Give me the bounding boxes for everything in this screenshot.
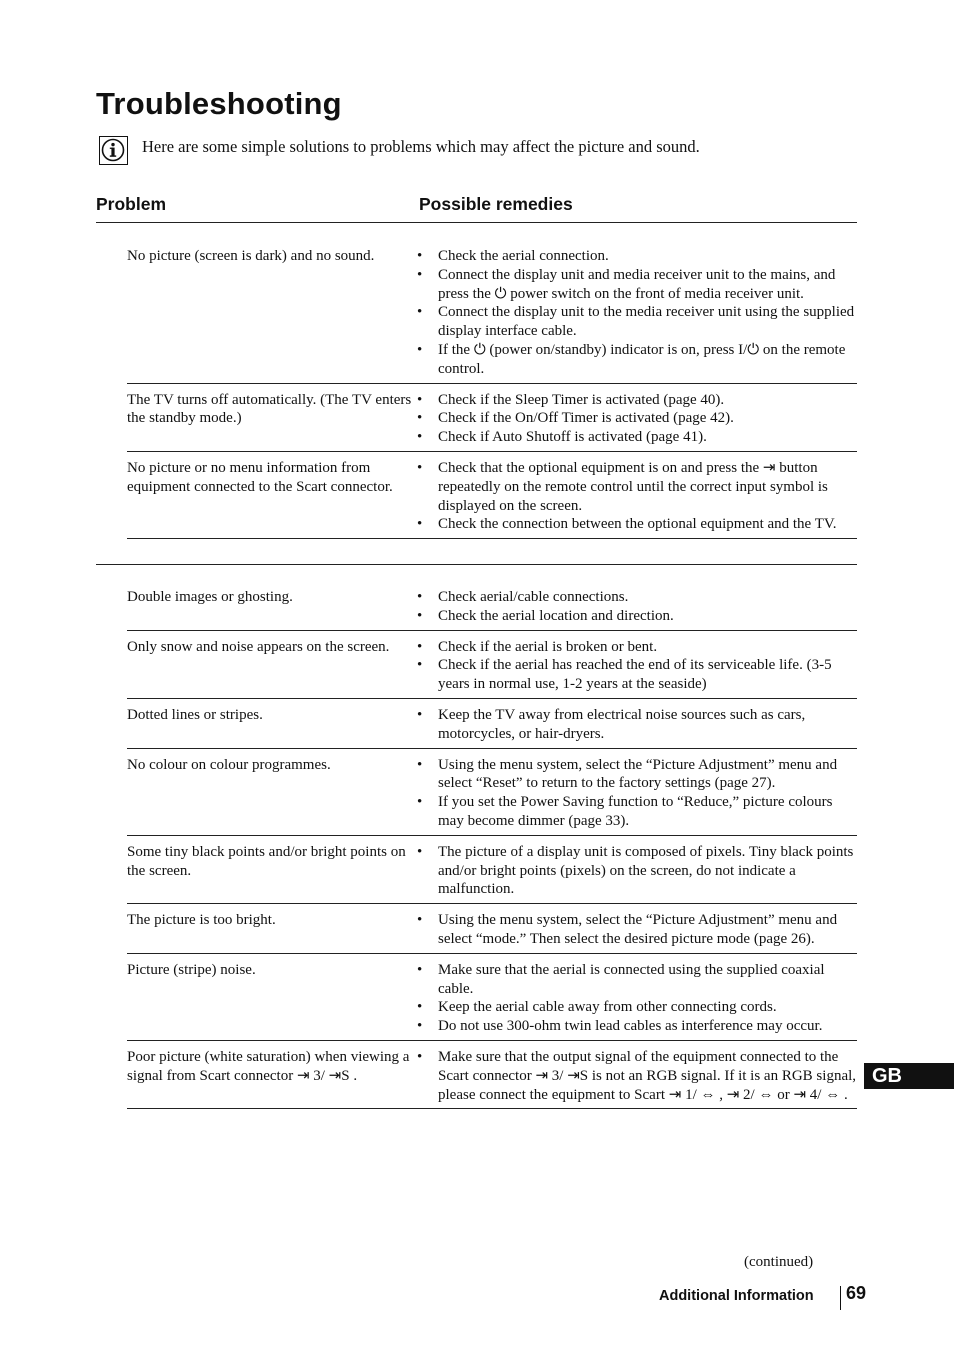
problem-text: No colour on colour programmes. [127,756,331,773]
header-rule [96,222,857,223]
remedy-list [417,756,857,831]
problem-row [127,383,857,447]
remedy-item: • Using the menu system, select the “Picture Adjustment” menu and select “mode.” Then select the desired picture mode (page 26). [417,911,857,949]
remedy-item: • Make sure that the aerial is connected using the supplied coaxial cable. [417,961,857,999]
remedy-item: • Check the aerial connection. [417,247,857,266]
problem-text: Some tiny black points and/or bright points on the screen. [127,843,406,879]
remedy-item: • Check aerial/cable connections. [417,588,857,607]
problem-text: Only snow and noise appears on the screen. [127,638,390,655]
remedy-item: • Keep the TV away from electrical noise sources such as cars, motorcycles, or hair-dryers. [417,706,857,744]
remedy-item: • Check if the On/Off Timer is activated (page 42). [417,409,857,428]
remedy-item: • Check if the aerial is broken or bent. [417,638,857,657]
remedy-item: • Do not use 300-ohm twin lead cables as interference may occur. [417,1017,857,1036]
problem-row [127,1040,857,1109]
intro-text: Here are some simple solutions to problems which may affect the picture and sound. [142,137,700,156]
continued-note: (continued) [744,1254,814,1270]
section-divider [96,564,857,565]
problem-row [127,835,857,899]
info-icon [99,136,128,165]
language-tab: GB [864,1063,954,1089]
remedy-list [417,459,857,534]
remedy-list [417,588,857,626]
problem-text: No picture (screen is dark) and no sound. [127,248,375,264]
remedy-list [417,843,857,899]
section-picture-quality [127,588,857,1109]
column-header-remedies: Possible remedies [419,194,573,214]
problem-row [127,698,857,744]
problem-text: Dotted lines or stripes. [127,706,263,723]
remedy-item: • Using the menu system, select the “Picture Adjustment” menu and select “Reset” to return to the factory settings (page 27). [417,756,857,794]
problem-text: Picture (stripe) noise. [127,961,256,978]
problem-text: Poor picture (white saturation) when viewing a signal from Scart connector ⇥ 3/ ⇥S . [127,1048,410,1084]
problem-row [127,903,857,949]
remedy-list [417,638,857,694]
remedy-list [417,247,857,379]
remedy-list [417,1048,857,1104]
remedy-item: • Check the aerial location and direction. [417,607,857,626]
remedy-item: • Make sure that the output signal of the equipment connected to the Scart connector ⇥ 3/ ⇥S is not an RGB signal. If it is an RGB signal, please connect the equipment to Scart ⇥ 1/ ⇔ , ⇥ 2/ ⇔ or ⇥ 4/ ⇔ . [417,1048,857,1104]
problem-row [127,748,857,831]
remedy-list [417,961,857,1036]
problem-row [127,588,857,626]
footer-divider [840,1286,841,1310]
column-header-problem: Problem [96,194,167,214]
problem-row [127,630,857,694]
remedy-item: • Connect the display unit and media receiver unit to the mains, and press the ⏻ power switch on the front of media receiver unit. [417,266,857,304]
problem-text: Double images or ghosting. [127,589,293,605]
remedy-item: • Check that the optional equipment is on and press the ⇥ button repeatedly on the remote control until the correct input symbol is displayed on the screen. [417,459,857,515]
problem-row [127,247,857,379]
remedy-item: • Connect the display unit to the media receiver unit using the supplied display interface cable. [417,303,857,341]
problem-text: The picture is too bright. [127,912,276,929]
problem-text: No picture or no menu information from equipment connected to the Scart connector. [127,459,393,495]
remedy-item: • Keep the aerial cable away from other connecting cords. [417,998,857,1017]
remedy-item: • The picture of a display unit is composed of pixels. Tiny black points and/or bright points (pixels) on the screen, do not indicate a malfunction. [417,843,857,899]
remedy-item: • Check the connection between the optional equipment and the TV. [417,515,857,534]
page-number: 69 [846,1283,867,1303]
remedy-item: • Check if Auto Shutoff is activated (page 41). [417,428,857,447]
remedy-item: • If you set the Power Saving function to “Reduce,” picture colours may become dimmer (page 33). [417,793,857,831]
problem-text: The TV turns off automatically. (The TV enters the standby mode.) [127,391,412,427]
remedy-list [417,706,857,744]
remedy-item: • Check if the Sleep Timer is activated (page 40). [417,391,857,410]
remedy-item: • If the ⏻ (power on/standby) indicator is on, press I/⏻ on the remote control. [417,341,857,379]
problem-row [127,953,857,1036]
page-title: Troubleshooting [96,86,342,121]
footer-section-title: Additional Information [659,1288,814,1304]
section-no-picture [127,247,857,539]
problem-row [127,451,857,539]
remedy-item: • Check if the aerial has reached the end of its serviceable life. (3-5 years in normal use, 1-2 years at the seaside) [417,656,857,694]
remedy-list [417,911,857,949]
remedy-list [417,391,857,447]
